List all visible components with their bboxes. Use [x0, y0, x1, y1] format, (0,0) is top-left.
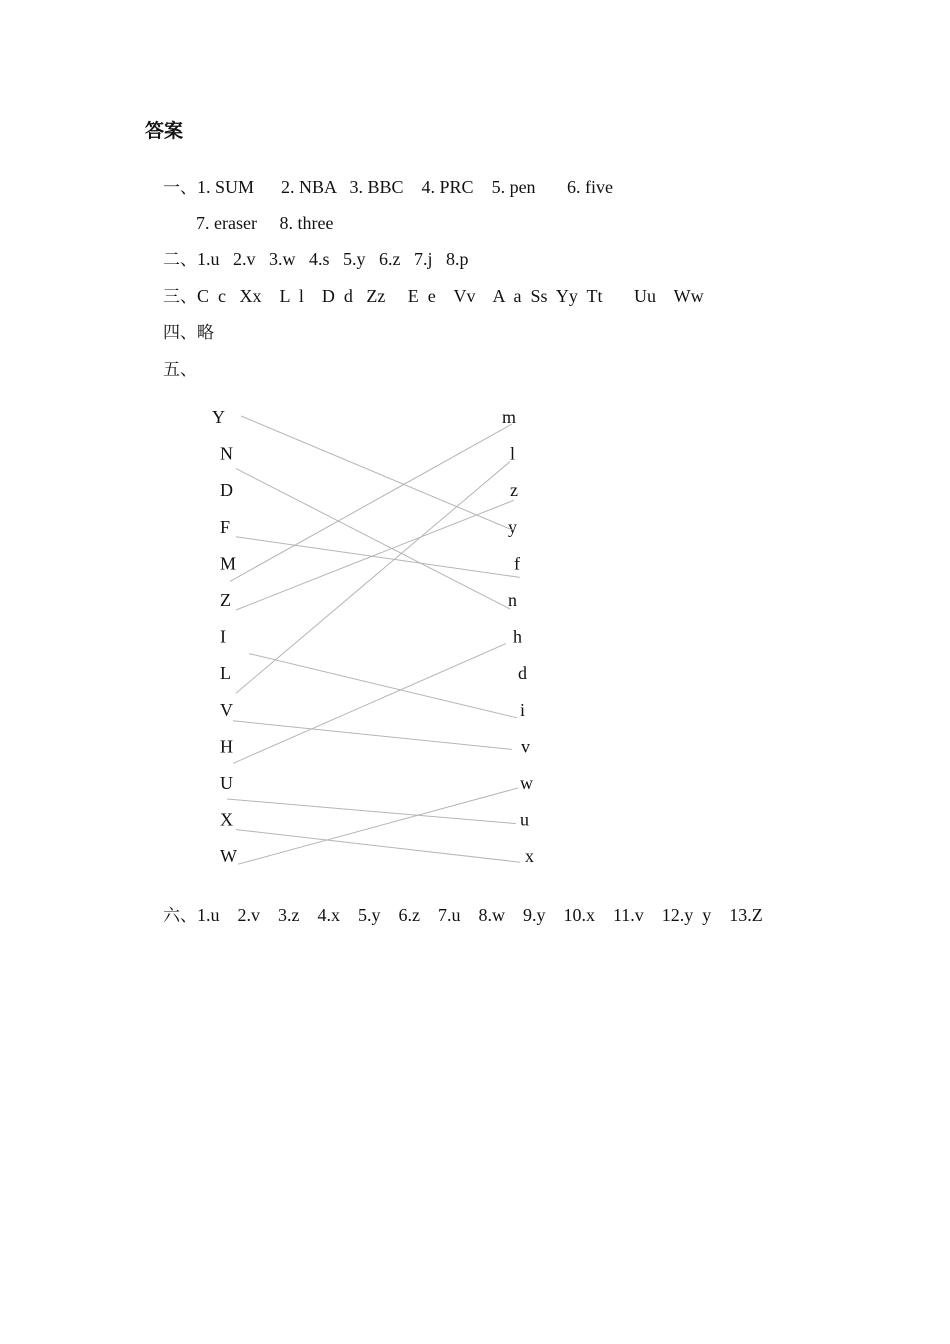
section-text: 1.u 2.v 3.z 4.x 5.y 6.z 7.u 8.w 9.y 10.x 11.v 12.y y 13.Z — [197, 905, 763, 925]
match-line — [227, 799, 516, 824]
left-letter: M — [220, 553, 237, 574]
right-letter: w — [520, 773, 533, 793]
section-label: 二、 — [163, 250, 197, 270]
match-line — [236, 830, 520, 863]
right-letter: d — [518, 663, 527, 684]
match-line — [249, 654, 517, 718]
right-letter: l — [510, 443, 516, 464]
left-letter: U — [220, 773, 233, 793]
section-label: 六、 — [163, 906, 197, 926]
right-letter: h — [513, 626, 522, 647]
left-letter: Y — [212, 407, 225, 427]
page-title: 答案 — [145, 120, 184, 142]
section-6 — [145, 882, 763, 949]
section-label: 四、 — [163, 323, 197, 343]
left-letter: D — [220, 480, 233, 501]
match-line — [230, 424, 512, 581]
section-text: 7. eraser 8. three — [196, 213, 334, 233]
section-label: 三、 — [163, 287, 197, 307]
left-letter: H — [220, 736, 233, 757]
match-line — [236, 537, 520, 578]
section-text: 略 — [197, 323, 214, 343]
section-label: 一、 — [163, 178, 197, 198]
section-text: 1.u 2.v 3.w 4.s 5.y 6.z 7.j 8.p — [197, 249, 469, 269]
right-letter: x — [525, 846, 534, 867]
right-letter: u — [520, 809, 529, 830]
right-letter: m — [502, 407, 517, 427]
left-letter: L — [220, 663, 231, 684]
left-letter: V — [220, 699, 233, 720]
section-label: 五、 — [163, 360, 197, 380]
match-line — [241, 416, 512, 530]
match-line — [238, 788, 518, 864]
right-letter: n — [508, 590, 517, 610]
section-text: 1. SUM 2. NBA 3. BBC 4. PRC 5. pen 6. five — [197, 177, 614, 197]
left-letter: N — [220, 443, 233, 464]
left-letter: W — [220, 846, 237, 867]
right-letter: z — [510, 480, 518, 501]
right-letter: v — [521, 736, 530, 757]
right-letter: y — [508, 516, 517, 537]
right-letter: i — [520, 699, 526, 720]
left-letter: F — [220, 516, 231, 537]
left-letter: X — [220, 809, 233, 830]
match-line — [236, 469, 510, 609]
left-letter: I — [220, 626, 226, 647]
left-letter: Z — [220, 590, 231, 610]
match-line — [236, 462, 510, 694]
right-letter: f — [514, 553, 520, 574]
section-text: C c Xx L l D d Zz E e Vv A a Ss Yy Tt Uu Ww — [197, 286, 704, 306]
